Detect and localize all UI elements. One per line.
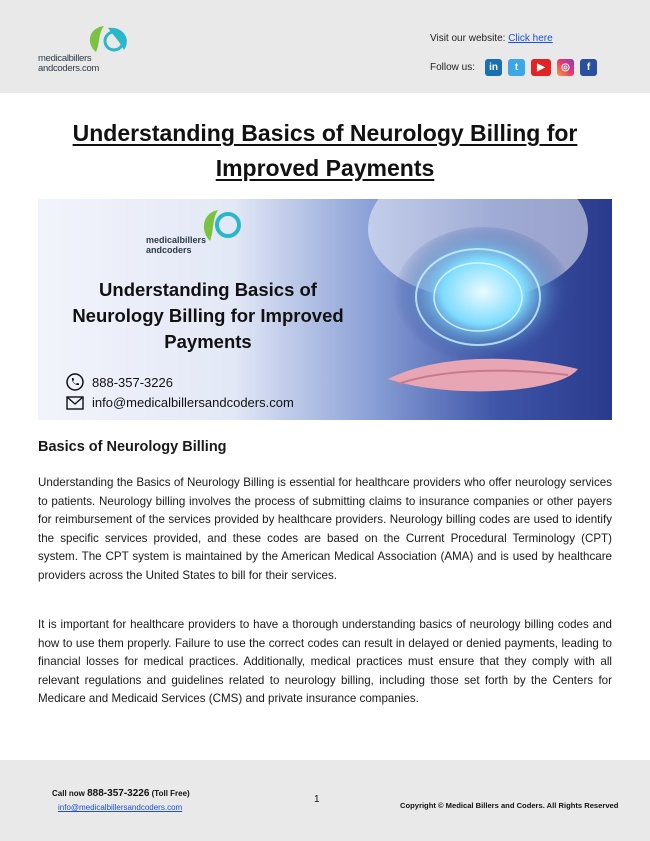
- website-link[interactable]: Click here: [508, 33, 553, 44]
- page-header: [0, 0, 650, 93]
- paragraph-1: Understanding the Basics of Neurology Billing is essential for healthcare providers who offer neurology services to patients. Neurology billing involves the process of submitting claims to insurance companies or other payers for reimbursement of the services provided by healthcare providers. Neurology billing codes are used to identify the specific services provided, and these codes are based on the Current Procedural Terminology (CPT) system. The CPT system is maintained by the American Medical Association (AMA) and is used by healthcare providers across the United States to bill for their services.: [38, 476, 612, 582]
- section-heading: Basics of Neurology Billing: [38, 439, 227, 455]
- logo-text: [38, 54, 99, 74]
- page-title: Understanding Basics of Neurology Billing for Improved Payments: [72, 120, 578, 181]
- page-footer: [0, 760, 650, 841]
- follow-label: Follow us:: [430, 61, 476, 73]
- hero-banner: [38, 199, 612, 420]
- footer-email-link[interactable]: info@medicalbillersandcoders.com: [58, 803, 183, 812]
- brain-hand-illustration: [328, 199, 612, 420]
- twitter-icon[interactable]: t: [508, 59, 525, 76]
- footer-copyright: Copyright © Medical Billers and Coders. All Rights Reserved: [400, 801, 619, 810]
- envelope-icon: [66, 396, 84, 410]
- banner-phone-text: 888-357-3226: [92, 374, 173, 390]
- visit-label: Visit our website:: [430, 33, 509, 44]
- follow-us: [430, 58, 603, 76]
- logo-text-line1: medicalbillers: [38, 53, 92, 64]
- logo-text-line2: andcoders.com: [38, 63, 100, 74]
- youtube-icon[interactable]: ▶: [531, 59, 551, 76]
- banner-logo-line2: andcoders: [146, 245, 192, 255]
- linkedin-icon[interactable]: in: [485, 59, 502, 76]
- company-logo[interactable]: [38, 24, 148, 76]
- page-number: 1: [314, 794, 320, 805]
- footer-call: [52, 788, 190, 799]
- banner-email: [66, 395, 294, 410]
- banner-email-text: info@medicalbillersandcoders.com: [92, 395, 294, 410]
- footer-toll-free: (Toll Free): [149, 789, 190, 798]
- instagram-icon[interactable]: ◎: [557, 59, 574, 76]
- visit-website: [430, 33, 553, 44]
- footer-call-label: Call now: [52, 789, 88, 798]
- logo-mark-icon: [78, 24, 188, 54]
- footer-phone[interactable]: 888-357-3226: [87, 788, 150, 799]
- banner-title: Understanding Basics of Neurology Billing for Improved Payments: [72, 279, 344, 352]
- paragraph-2: It is important for healthcare providers to have a thorough understanding basics of neurology billing codes and how to use them properly. Failure to use the correct codes can result in delayed or denied payments, leading to financial losses for medical practices. Additionally, medical practices must ensure that they comply with all relevant regulations and guidelines related to neurology billing, including those set forth by the Centers for Medicare and Medicaid Services (CMS) and private insurance companies.: [38, 618, 612, 705]
- banner-logo-line1: medicalbillers: [146, 235, 207, 245]
- banner-phone: [66, 373, 173, 391]
- phone-icon: [66, 373, 84, 391]
- facebook-icon[interactable]: f: [580, 59, 597, 76]
- banner-logo-icon: [196, 207, 246, 243]
